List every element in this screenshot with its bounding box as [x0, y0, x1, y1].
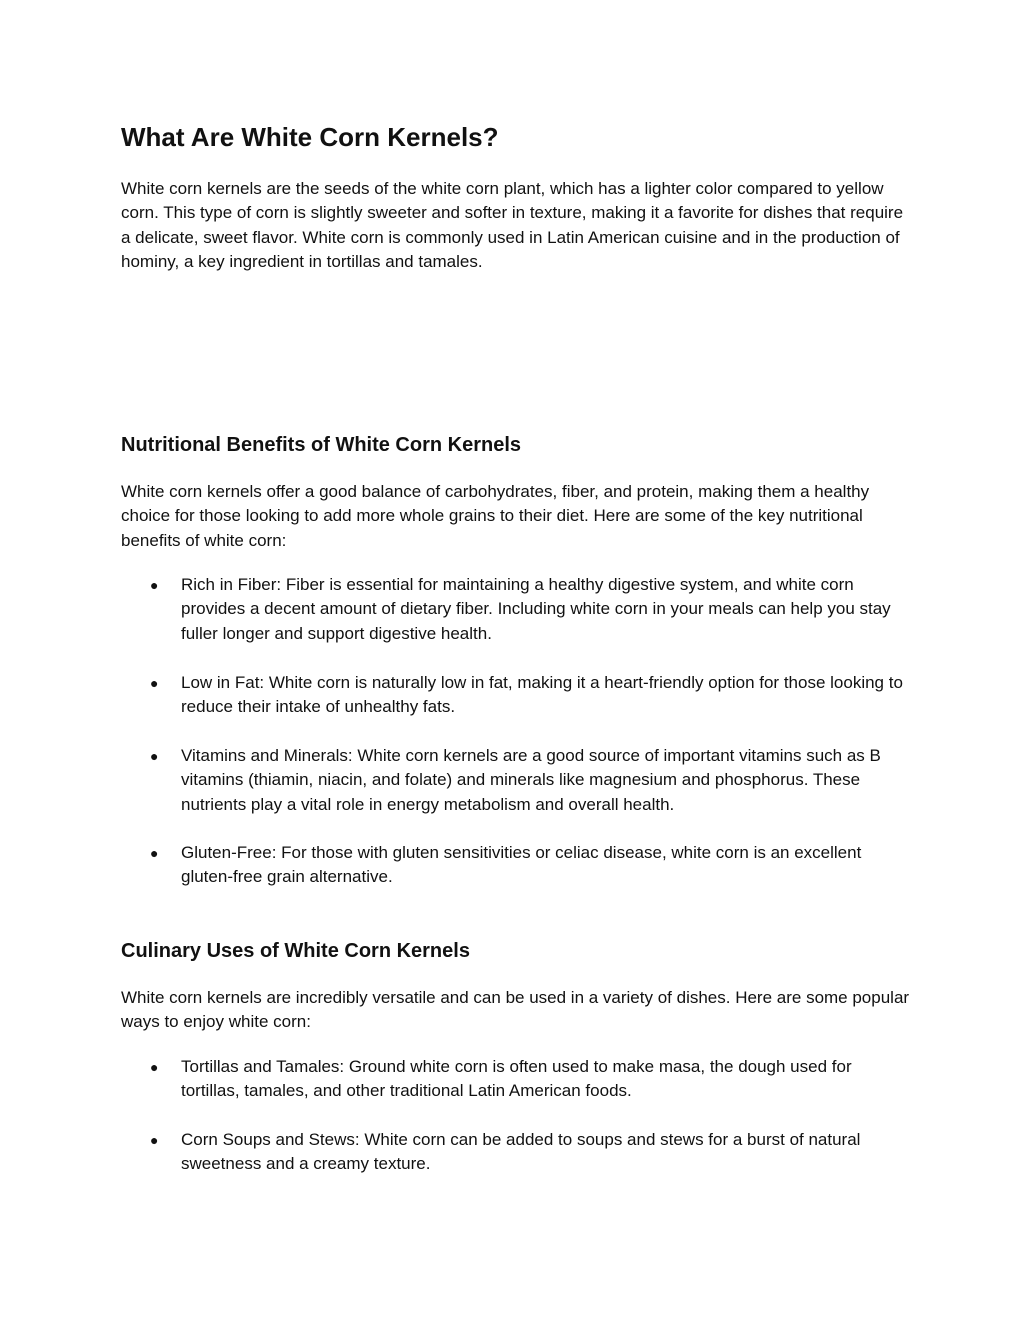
- bullet-icon: ●: [150, 1132, 159, 1148]
- list-item-text: Low in Fat: White corn is naturally low in fat, making it a heart-friendly option for those looking to reduce their intake of unhealthy fats.: [181, 673, 903, 717]
- bullet-icon: ●: [150, 748, 159, 764]
- nutrition-list-item: [150, 573, 910, 646]
- nutrition-heading: Nutritional Benefits of White Corn Kernels: [121, 434, 522, 456]
- culinary-list-item: [150, 1055, 910, 1104]
- bullet-icon: ●: [150, 1059, 159, 1075]
- nutrition-list-item: [150, 841, 910, 890]
- culinary-list-item: [150, 1128, 910, 1177]
- bullet-icon: ●: [150, 675, 159, 691]
- nutrition-intro-paragraph: White corn kernels offer a good balance of carbohydrates, fiber, and protein, making them a healthy choice for those looking to add more whole grains to their diet. Here are some of the key nutritional benefits of white corn:: [121, 482, 870, 550]
- list-item-text: Tortillas and Tamales: Ground white corn is often used to make masa, the dough used for tortillas, tamales, and other traditional Latin American foods.: [181, 1057, 852, 1101]
- nutrition-list-item: [150, 671, 910, 720]
- page-title: What Are White Corn Kernels?: [121, 122, 499, 152]
- intro-paragraph: White corn kernels are the seeds of the white corn plant, which has a lighter color compared to yellow corn. This type of corn is slightly sweeter and softer in texture, making it a favorite for dishes that require a delicate, sweet flavor. White corn is commonly used in Latin American cuisine and in the production of hominy, a key ingredient in tortillas and tamales.: [121, 179, 904, 272]
- list-item-text: Rich in Fiber: Fiber is essential for maintaining a healthy digestive system, and white corn provides a decent amount of dietary fiber. Including white corn in your meals can help you stay fuller longer and support digestive health.: [181, 575, 891, 643]
- list-item-text: Vitamins and Minerals: White corn kernels are a good source of important vitamins such as B vitamins (thiamin, niacin, and folate) and minerals like magnesium and phosphorus. These nutrients play a vital role in energy metabolism and overall health.: [181, 746, 881, 814]
- bullet-icon: ●: [150, 845, 159, 861]
- list-item-text: Gluten-Free: For those with gluten sensitivities or celiac disease, white corn is an excellent gluten-free grain alternative.: [181, 843, 862, 887]
- culinary-heading: Culinary Uses of White Corn Kernels: [121, 940, 470, 962]
- nutrition-list-item: [150, 744, 910, 817]
- bullet-icon: ●: [150, 577, 159, 593]
- list-item-text: Corn Soups and Stews: White corn can be added to soups and stews for a burst of natural sweetness and a creamy texture.: [181, 1130, 861, 1174]
- culinary-intro-paragraph: White corn kernels are incredibly versatile and can be used in a variety of dishes. Here are some popular ways to enjoy white corn:: [121, 988, 910, 1032]
